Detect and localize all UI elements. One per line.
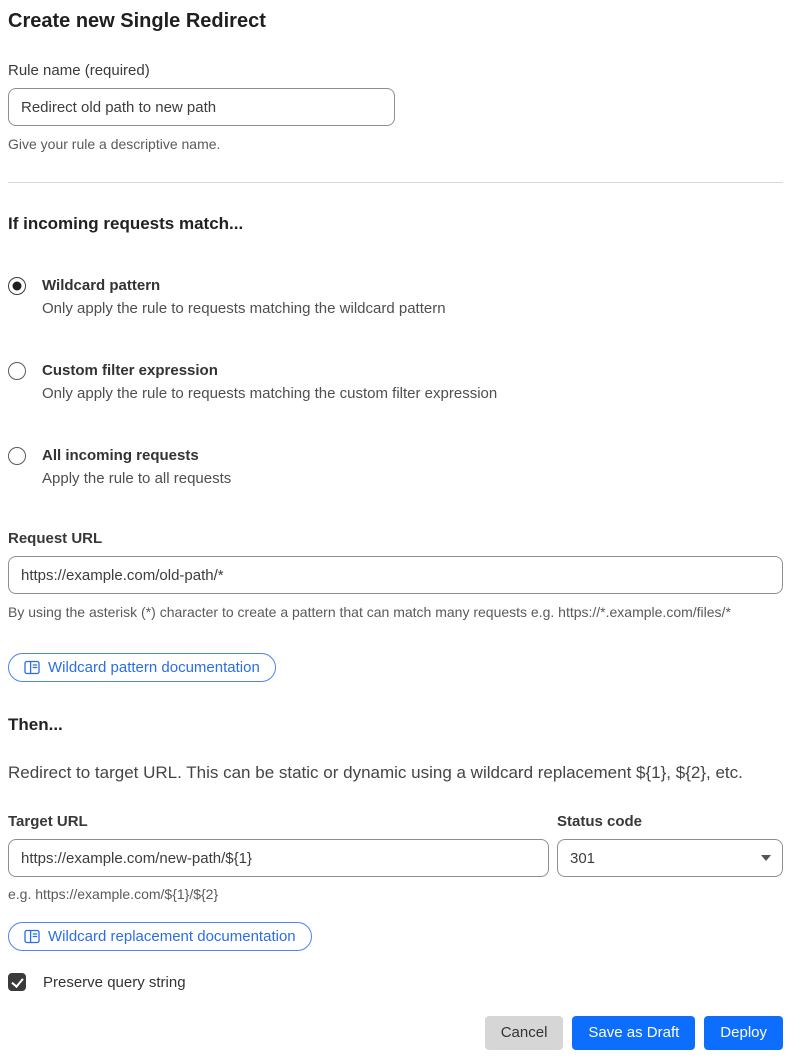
wildcard-pattern-doc-button[interactable] [8, 653, 276, 682]
preserve-query-row[interactable] [8, 973, 783, 991]
save-as-draft-button[interactable]: Save as Draft [572, 1016, 695, 1050]
match-type-radio-group [8, 275, 783, 490]
status-code-label: Status code [557, 813, 643, 830]
preserve-query-checkbox[interactable] [8, 973, 26, 991]
request-url-label: Request URL [8, 530, 103, 547]
wildcard-pattern-description: Only apply the rule to requests matching the wildcard pattern [42, 300, 446, 317]
request-url-help: By using the asterisk (*) character to create a pattern that can match many requests e.g. https://*.example.com/files/* [8, 604, 731, 620]
preserve-query-label[interactable]: Preserve query string [43, 973, 186, 991]
rule-name-input[interactable] [8, 88, 395, 126]
request-url-input[interactable] [8, 556, 783, 594]
match-section-heading: If incoming requests match... [8, 214, 244, 233]
target-url-label: Target URL [8, 813, 88, 830]
target-url-column [8, 812, 549, 905]
rule-name-help: Give your rule a descriptive name. [8, 136, 221, 152]
custom-filter-radio[interactable] [8, 362, 26, 380]
wildcard-pattern-label[interactable]: Wildcard pattern [42, 277, 161, 294]
cancel-button[interactable]: Cancel [485, 1016, 564, 1050]
section-divider [8, 182, 783, 183]
book-icon [24, 660, 40, 675]
radio-option-all-requests[interactable] [8, 445, 783, 490]
wildcard-pattern-doc-label: Wildcard pattern documentation [48, 659, 260, 676]
custom-filter-description: Only apply the rule to requests matching the custom filter expression [42, 385, 498, 402]
rule-name-label: Rule name (required) [8, 62, 150, 79]
all-requests-label[interactable]: All incoming requests [42, 447, 199, 464]
wildcard-replacement-doc-label: Wildcard replacement documentation [48, 928, 296, 945]
target-url-input[interactable] [8, 839, 549, 877]
radio-option-wildcard-pattern[interactable] [8, 275, 783, 320]
status-code-column [557, 812, 783, 905]
page-title: Create new Single Redirect [8, 10, 266, 32]
wildcard-pattern-radio[interactable] [8, 277, 26, 295]
wildcard-replacement-doc-button[interactable] [8, 922, 312, 951]
status-code-select[interactable] [557, 839, 783, 877]
footer-actions [8, 1016, 783, 1050]
then-heading: Then... [8, 715, 63, 734]
custom-filter-label[interactable]: Custom filter expression [42, 362, 218, 379]
all-requests-radio[interactable] [8, 447, 26, 465]
then-description: Redirect to target URL. This can be static or dynamic using a wildcard replacement ${1}, ${2}, etc. [8, 763, 743, 782]
deploy-button[interactable]: Deploy [704, 1016, 783, 1050]
all-requests-description: Apply the rule to all requests [42, 470, 232, 487]
target-url-help: e.g. https://example.com/${1}/${2} [8, 886, 219, 902]
radio-option-custom-filter[interactable] [8, 360, 783, 405]
book-icon [24, 929, 40, 944]
target-row [8, 812, 783, 905]
